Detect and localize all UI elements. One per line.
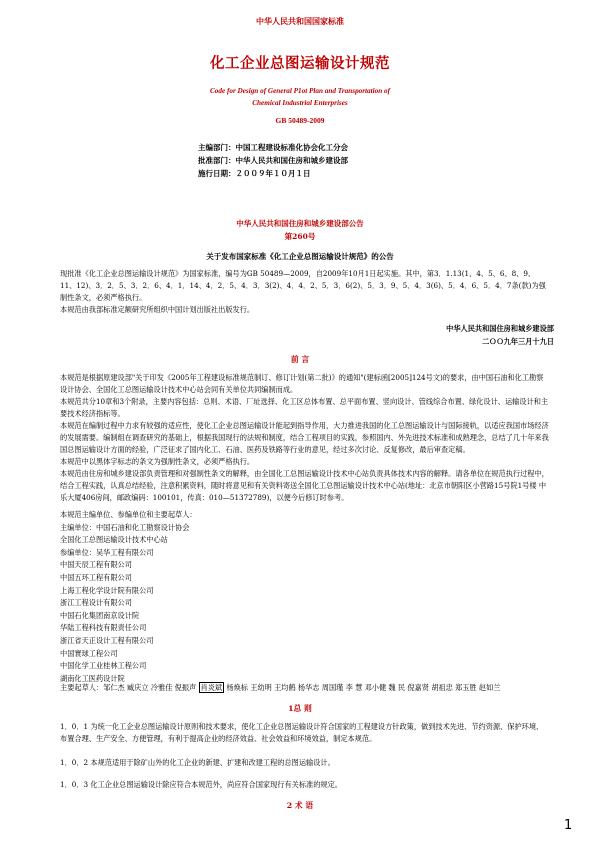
- unit-item: 华陆工程科技有限责任公司: [60, 623, 147, 633]
- unit-item: 浙江省天正设计工程有限公司: [60, 635, 154, 645]
- preface-heading: 前 言: [290, 355, 310, 364]
- units-intro: 本规范主编单位、参编单位和主要起草人：: [60, 510, 197, 519]
- preface-paragraph: 本规范在编制过程中力求有较强的适应性，使化工企业总图运输设计能起到指导作用，大力推进我国的化工总图运输设计与国际接轨，以适应我国市场经济的发展需要。编制组在调查研究的基础上，根据我国现行的法规和制度，结合工程项目的实践，参照国内、外先进技术标准和成熟理念，总结了几十年来我国总图运输设计方面的经验，广泛征求了国内化工、石油、医药及铁路等行业的意见，经过多次讨论、反复修改，最后审查定稿。: [60, 421, 549, 454]
- announcement-title: 关于发布国家标准《化工企业总图运输设计规范》的公告: [206, 252, 394, 261]
- unit-item: 中国天辰工程有限公司: [60, 560, 132, 570]
- unit-item: 中国石化集团南京设计院: [60, 610, 140, 620]
- editor-department: 主编部门：中国工程建设标准化协会化工分会: [198, 143, 348, 152]
- unit-item: 中国寰球工程公司: [60, 648, 118, 658]
- unit-item: 中国五环工程有限公司: [60, 572, 132, 582]
- unit-item: 全国化工总图运输设计技术中心站: [60, 535, 168, 545]
- effective-date: 施行日期：２００９年１０月１日: [198, 169, 311, 178]
- announcement-number: 第260号: [284, 232, 316, 241]
- signature-org: 中华人民共和国住房和城乡建设部: [446, 324, 554, 333]
- announcement-issuer: 中华人民共和国住房和城乡建设部公告: [236, 219, 364, 228]
- announcement-signature: [446, 323, 554, 348]
- unit-item: 上海工程化学设计院有限公司: [60, 585, 154, 595]
- preface-paragraph: 本规范共分10章和3个附录，主要内容包括：总则、术语、厂址选择、化工区总体布置、总平面布置、竖向设计、管线综合布置、绿化设计、运输设计和主要技术经济指标等。: [60, 397, 549, 418]
- signature-date: 二ＯＯ九年三月十九日: [482, 336, 554, 346]
- units-list: [60, 509, 197, 685]
- standard-meta: [198, 141, 348, 180]
- unit-item: 浙江工程设计有限公司: [60, 598, 132, 608]
- drafters-line: [60, 683, 500, 693]
- unit-item: 湖南化工医药设计院: [60, 673, 125, 683]
- preface-paragraph: 本规范是根据原建设部"关于印发《2005年工程建设标准规范制订、修订计划(第二批)》的通知"(建标函[2005]124号文)的要求，由中国石油和化工勘察设计协会、全国化工总图运输设计技术中心站会同有关单位共同编制而成。: [60, 373, 544, 394]
- announcement-paragraph: 本规范由我部标准定额研究所组织中国计划出版社出版发行。: [60, 305, 255, 314]
- preface-paragraph: 本规范中以黑体字标志的条文为强制性条文，必须严格执行。: [60, 457, 255, 466]
- drafters-names: 邹仁杰 臧庆立 冷雅佳 倪振声: [103, 683, 199, 692]
- unit-item: 参编单位：吴华工程有限公司: [60, 547, 154, 557]
- clause-1-0-3: 1．0．3 化工企业总图运输设计除应符合本规范外，尚应符合国家现行有关标准的规定。: [60, 780, 342, 789]
- announcement-body: [60, 268, 550, 316]
- document-title: 化工企业总图运输设计规范: [210, 55, 390, 72]
- clause-1-0-1: 1．0．1 为统一化工企业总图运输设计原则和技术要求，使化工企业总图运输设计符合国家的工程建设方针政策，做到技术先进、节约资源、保护环境、布置合理、生产安全、方便管理，有利于提高企业的经济效益、社会效益和环境效益，制定本规范。: [60, 722, 544, 743]
- chapter1-heading: 1总 则: [288, 704, 312, 713]
- page-number: 1: [564, 818, 573, 833]
- english-title-line2: Chemical Industrial Enterprises: [252, 99, 348, 107]
- approver-department: 批准部门：中华人民共和国住房和城乡建设部: [198, 156, 348, 165]
- announcement-paragraph: 现批准《化工企业总图运输设计规范》为国家标准，编号为GB 50489—2009，自2009年10月1日起实施。其中，第3．1.13(1、4、5、6、8、9、11、12)、3．2．5、3．2．6、4．1．14、4．2．5、4．3．3(2)、4．4．2、5．3．6(2)、5．3．9、5．4．3(6)、5．4．6、5．4．7条(款)为强制性条文，必须严格执行。: [60, 269, 546, 302]
- standard-code: GB 50489-2009: [275, 116, 325, 125]
- unit-item: 中国化学工业桂林工程公司: [60, 661, 147, 671]
- drafters-names: 杨焕标 王幼明 王均鹤 杨华志 周国瑾 李 慧 邓小健 魏 民 倪嘉贤 胡祖忠 郑玉胜 赵如兰: [224, 683, 501, 692]
- highlighted-drafter[interactable]: 肖炎斌: [200, 683, 223, 692]
- english-title: [0, 85, 600, 109]
- unit-item: 主编单位：中国石油和化工勘察设计协会: [60, 522, 190, 532]
- preface-paragraph: 本规范由住房和城乡建设部负责管理和对强制性条文的解释，由全国化工总图运输设计技术中心站负责具体技术内容的解释。请各单位在规范执行过程中，结合工程实践，认真总结经验，注意积累资料，随时将意见和有关资料寄送全国化工总图运输设计技术中心站(地址：北京市朝阳区小营路15号院1号楼 中乐大厦406房间，邮政编码：100101，传真：010—51372789)，以便今后修订时参考。: [60, 469, 549, 502]
- chapter2-heading: 2 术 语: [286, 801, 314, 810]
- announcement-header: [0, 217, 600, 243]
- english-title-line1: Code for Design of General P1ot Plan and Transportation of: [209, 87, 391, 95]
- clause-1-0-2: 1．0．2 本规范适用于除矿山外的化工企业的新建、扩建和改建工程的总图运输设计。: [60, 758, 335, 767]
- drafters-label: 主要起草人：: [60, 683, 104, 692]
- preface-body: [60, 372, 550, 504]
- standard-label: 中华人民共和国国家标准: [256, 16, 344, 26]
